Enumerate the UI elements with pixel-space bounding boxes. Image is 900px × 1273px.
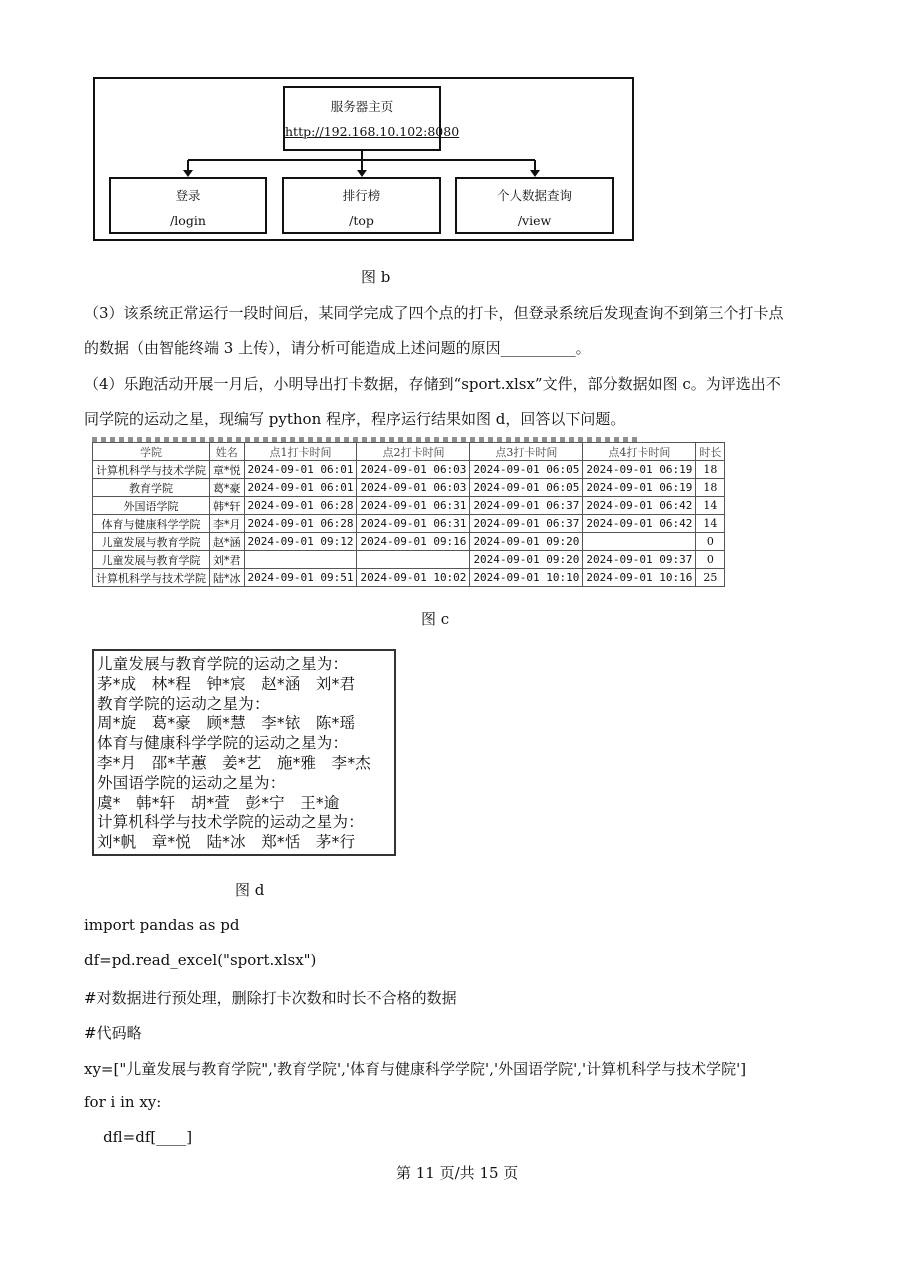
output-line: 周*旋 葛*豪 顾*慧 李*铱 陈*瑶 [97, 714, 356, 733]
code-line-4: #代码略 [84, 1024, 142, 1042]
table-cell: 2024-09-01 06:28 [244, 497, 357, 515]
table-cell [357, 551, 470, 569]
table-cell: 2024-09-01 09:16 [357, 533, 470, 551]
table-cell: 2024-09-01 06:19 [583, 479, 696, 497]
table-row [93, 551, 725, 569]
table-cell: 25 [696, 569, 725, 587]
table-cell: 章*悦 [210, 461, 245, 479]
view-path: /view [517, 213, 552, 228]
table-row [93, 497, 725, 515]
table-cell [583, 533, 696, 551]
figure-c [92, 442, 722, 592]
output-line: 虞* 韩*轩 胡*萱 彭*宁 王*逾 [97, 793, 340, 812]
table-cell: 葛*豪 [210, 479, 245, 497]
col-college: 学院 [93, 443, 210, 461]
table-cell: 2024-09-01 06:37 [470, 497, 583, 515]
code-line-1: import pandas as pd [84, 916, 240, 934]
table-cell: 2024-09-01 06:01 [244, 479, 357, 497]
table-cell: 计算机科学与技术学院 [93, 461, 210, 479]
q4-line-1: （4）乐跑活动开展一月后，小明导出打卡数据，存储到“sport.xlsx”文件，部分数据如图 c。为评选出不 [84, 375, 781, 393]
table-cell: 外国语学院 [93, 497, 210, 515]
table-cell: 陆*冰 [210, 569, 245, 587]
q4-line-2: 同学院的运动之星，现编写 python 程序，程序运行结果如图 d，回答以下问题。 [84, 410, 626, 428]
code-line-7: dfl=df[____] [84, 1128, 193, 1146]
table-cell: 韩*轩 [210, 497, 245, 515]
col-name: 姓名 [210, 443, 245, 461]
table-cell: 体育与健康科学学院 [93, 515, 210, 533]
table-cell: 2024-09-01 06:28 [244, 515, 357, 533]
table-cell: 2024-09-01 09:20 [470, 551, 583, 569]
output-line: 教育学院的运动之星为： [97, 694, 270, 713]
table-cell: 2024-09-01 06:05 [470, 461, 583, 479]
figure-d-output [92, 649, 396, 856]
output-line: 刘*帆 章*悦 陆*冰 郑*恬 茅*行 [97, 833, 356, 852]
table-cell: 2024-09-01 06:19 [583, 461, 696, 479]
table-cell: 2024-09-01 06:01 [244, 461, 357, 479]
table-cell: 2024-09-01 10:16 [583, 569, 696, 587]
table-cell: 2024-09-01 10:02 [357, 569, 470, 587]
col-p4: 点4打卡时间 [583, 443, 696, 461]
table-cell: 儿童发展与教育学院 [93, 533, 210, 551]
output-line: 李*月 邵*芊蕙 姜*艺 施*雅 李*杰 [97, 753, 371, 772]
q3-line-1: （3）该系统正常运行一段时间后，某同学完成了四个点的打卡，但登录系统后发现查询不到第三个打卡点 [84, 304, 784, 322]
table-cell: 0 [696, 533, 725, 551]
table-cell: 14 [696, 497, 725, 515]
table-cell: 14 [696, 515, 725, 533]
table-row [93, 461, 725, 479]
table-cell: 2024-09-01 06:05 [470, 479, 583, 497]
table-row [93, 569, 725, 587]
code-line-5: xy=["儿童发展与教育学院",'教育学院','体育与健康科学学院','外国语学院','计算机科学与技术学院'] [84, 1060, 747, 1078]
table-cell: 2024-09-01 06:37 [470, 515, 583, 533]
q3-line-2: 的数据（由智能终端 3 上传），请分析可能造成上述问题的原因__________。 [84, 339, 591, 357]
table-cell [244, 551, 357, 569]
server-home-url: http://192.168.10.102:8080 [285, 124, 460, 139]
col-p1: 点1打卡时间 [244, 443, 357, 461]
output-line: 儿童发展与教育学院的运动之星为： [97, 655, 349, 673]
table-cell: 2024-09-01 06:31 [357, 515, 470, 533]
view-title: 个人数据查询 [496, 188, 572, 203]
table-cell: 2024-09-01 09:37 [583, 551, 696, 569]
table-cell: 刘*君 [210, 551, 245, 569]
table-cell: 2024-09-01 10:10 [470, 569, 583, 587]
table-row [93, 533, 725, 551]
table-cell: 2024-09-01 06:31 [357, 497, 470, 515]
top-title: 排行榜 [342, 188, 381, 203]
table-cell: 2024-09-01 06:42 [583, 497, 696, 515]
table-cell: 2024-09-01 06:03 [357, 479, 470, 497]
table-row [93, 479, 725, 497]
col-p3: 点3打卡时间 [470, 443, 583, 461]
table-cell: 2024-09-01 06:03 [357, 461, 470, 479]
figure-b-caption: 图 b [361, 268, 391, 286]
top-path: /top [349, 213, 374, 228]
top-box [282, 177, 441, 234]
output-line: 茅*成 林*程 钟*宸 赵*涵 刘*君 [97, 674, 356, 693]
code-line-2: df=pd.read_excel("sport.xlsx") [84, 951, 317, 969]
table-header-row [93, 443, 725, 461]
output-line: 体育与健康科学学院的运动之星为： [97, 734, 349, 753]
login-path: /login [170, 213, 206, 228]
code-line-3: #对数据进行预处理，删除打卡次数和时长不合格的数据 [84, 989, 457, 1007]
figure-d-caption: 图 d [235, 881, 265, 899]
table-cell: 计算机科学与技术学院 [93, 569, 210, 587]
code-line-6: for i in xy: [84, 1093, 162, 1111]
col-duration: 时长 [696, 443, 725, 461]
login-box [109, 177, 267, 234]
table-cell: 2024-09-01 09:12 [244, 533, 357, 551]
view-box [455, 177, 614, 234]
page-footer: 第 11 页/共 15 页 [396, 1164, 519, 1182]
output-line: 计算机科学与技术学院的运动之星为： [97, 813, 364, 832]
table-cell: 教育学院 [93, 479, 210, 497]
server-home-box [283, 86, 460, 151]
table-row [93, 515, 725, 533]
table-cell: 18 [696, 461, 725, 479]
table-cell: 18 [696, 479, 725, 497]
login-title: 登录 [175, 188, 201, 203]
table-cell: 赵*涵 [210, 533, 245, 551]
table-cell: 2024-09-01 09:51 [244, 569, 357, 587]
col-p2: 点2打卡时间 [357, 443, 470, 461]
table-cell: 儿童发展与教育学院 [93, 551, 210, 569]
sport-data-table [92, 442, 725, 587]
table-cell: 0 [696, 551, 725, 569]
output-line: 外国语学院的运动之星为： [97, 773, 286, 792]
table-cell: 2024-09-01 09:20 [470, 533, 583, 551]
server-home-title: 服务器主页 [330, 99, 394, 114]
table-cell: 李*月 [210, 515, 245, 533]
table-cell: 2024-09-01 06:42 [583, 515, 696, 533]
figure-c-caption: 图 c [421, 610, 450, 628]
